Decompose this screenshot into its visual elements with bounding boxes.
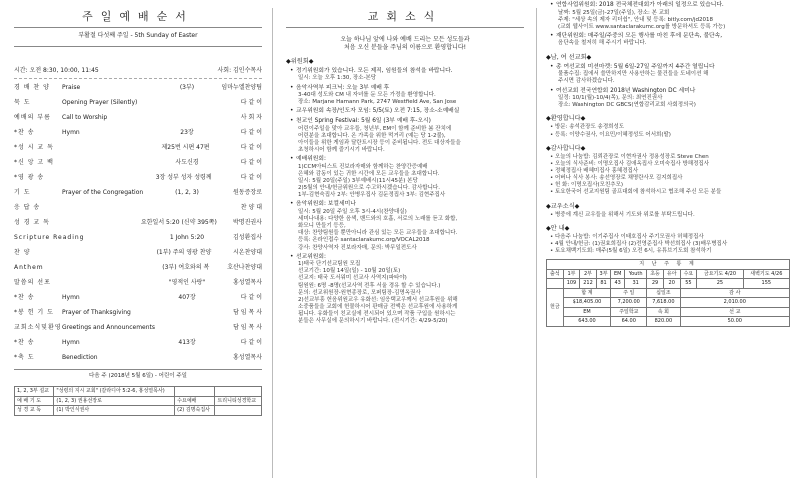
worship-item [14,141,262,156]
worship-item [14,321,262,336]
news-item-line: • 다음주 나눔밥: 이기주집사 이태호집사 주기모권사 허혜정집사 [550,233,704,240]
worship-item-name: 말씀의 선포 [14,279,51,287]
news-item-title: 연합사업위원회: 2018 전국체전대회가 아래의 일정으로 있습니다. [556,2,724,8]
worship-item [14,96,262,111]
news-item-title: 예배위원회: [296,156,326,163]
worship-item [14,306,262,321]
news-item-line: 강사: 찬양사역자 진보라자매, 문의: 박무일전도사 [298,244,417,251]
news-item-title: 교우위원회 속장/인도자 모임: 5/5(토) 오전 7:15, 장소-소예배실 [296,108,460,115]
stats-header-cell: 2부 [580,269,597,279]
stats-header-cell: EM [611,269,625,279]
stats-value-cell: 20 [663,279,680,289]
stats-header-cell: 1부 [563,269,580,279]
worship-item [14,111,262,126]
news-item-line: • 토요채백기도회: 매주(5월 6일) 오전 6시, 유튜브기도회 참석하기 [550,248,712,255]
committee-news [286,58,524,326]
news-item-title: 음악위원회: 보컬세미나 [296,201,356,208]
church-news-title: 교회소식 [367,10,443,23]
stats-value-cell [547,279,564,289]
column-divider [536,8,537,478]
worship-item-detail: "영적인 사랑" [168,279,206,287]
offering-cell: 7,200.00 [611,298,647,308]
worship-item-leader: 호산나찬양대 [227,264,262,272]
worship-item-leader: 다 같 이 [240,99,262,107]
next-week-cell [175,387,215,397]
offering-cell: 7,618.00 [647,298,680,308]
news-item-title: 선교위원회: [296,253,326,260]
attendance-stats-table [546,259,790,327]
stats-value-cell: 212 [580,279,597,289]
worship-item-name: *찬 송 [14,129,35,137]
worship-item [14,201,262,216]
news-item-line: 대상: 찬양팀원들 뿐만아니라 관심 있는 모든 교우들을 초대합니다. [298,230,458,237]
worship-item-name: 성 경 교 독 [14,219,50,227]
worship-order-title: 주일예배순서 [82,10,194,23]
stats-header-cell: 초등 [647,269,664,279]
welcome-line-2: 처음 오신 분들을 주님의 이름으로 환영합니다! [343,44,467,52]
worship-item-english: Hymn [62,294,80,302]
worship-item [14,231,262,246]
stats-value-cell: 31 [625,279,647,289]
worship-item-leader: 다 같 이 [240,339,262,347]
bullet-icon: • [290,108,294,115]
stats-title-row [547,260,790,270]
news-item-line: 분들은 사무실에 문의하시기 바랍니다. (전시기간: 4/29-5/20) [298,318,448,325]
welcome-message [286,36,524,52]
stats-value-cell: 43 [611,279,625,289]
section-heading: ◆위원회◆ [286,57,314,65]
news-item-line: • 헌 화: 이명오집사(모친추모) [550,182,624,189]
worship-item [14,126,262,141]
news-item-line: 일정: 10/1(월)-10/4(목), 문의: 최연진권사 [558,95,663,102]
news-item [290,156,524,164]
worship-item [14,351,262,366]
worship-item-english: Benediction [62,354,98,362]
next-week-cell [215,387,262,397]
bullet-icon: • [290,253,294,260]
worship-item-name: 경 배 찬 양 [14,84,50,92]
offering-value-row [547,317,790,327]
news-item-line: 1)태국 단기선교팀원 모집 [298,261,361,268]
offering-cell: $18,405.00 [563,298,611,308]
worship-item-leader: 다 같 이 [240,174,262,182]
stats-header-cell: 3부 [596,269,611,279]
worship-item-detail: 제25번 시편 47편 [161,144,210,152]
worship-item-name: Anthem [14,264,44,272]
news-item-line: 팀원원: 6명 -8명(선교사역 전후 서울 경유 할 수 있습니다.) [298,282,441,289]
worship-item [14,336,262,351]
worship-item-leader: 다 같 이 [240,159,262,167]
next-week-table [14,386,262,416]
offering-value-row [547,298,790,308]
worship-item-name: 예배의 부름 [14,114,51,122]
offering-cell: 50.00 [680,317,789,327]
worship-subtitle: 부활절 다섯째 주일 - 5th Sunday of Easter [78,32,198,40]
worship-item [14,276,262,291]
news-item-line: 물품수집: 집에서 쓸만하지만 사용안하는 물건들을 도네이션 해 [558,71,709,78]
worship-item-leader: 다 같 이 [240,294,262,302]
announcements-list [546,2,790,255]
news-item-title: 재단위원회: 매주일/주중의 모든 행사를 마친 후에 문단속, 불단속, [556,32,723,39]
stats-value-cell: 155 [743,279,789,289]
worship-item-detail: 407장 [178,294,196,302]
news-item-line: 날짜: 5월 25일(금)-27일(주일), 장소: 본 교회 [558,9,670,16]
news-item-line: 장소: Washington DC GBCS(연합감리교회 사회정의국) [558,102,696,109]
bullet-icon: • [290,156,294,163]
worship-item [14,156,262,171]
worship-item-name: 묵 도 [14,99,31,107]
worship-item-leader: 사 회 자 [240,114,262,122]
news-item-line: 선교기간: 10월 14일(일) - 10월 20일(토) [298,268,401,275]
news-item-line: 어린분을 초대합니다. 온 가족을 위한 먹거리 (예는 당 1-2불), [298,132,446,139]
next-week-row [15,396,262,406]
section-heading: ◆남, 여 선교회◆ [546,53,592,61]
news-item-line: 소중품들을 교회에 헌물하시어 판매금 전액은 선교후원에 사용하게 [298,304,458,311]
worship-item [14,291,262,306]
worship-item [14,216,262,231]
worship-item-english: Hymn [62,129,80,137]
stats-header-cell: 수요 [680,269,697,279]
stats-header-cell: 새벽기도 4/26 [743,269,789,279]
worship-item-detail: 1 John 5:20 [169,234,205,242]
news-item-line: • 토요한국어 선교지원팀 골프대회에 참석하시고 협조해 주신 모든 분들 [550,189,722,196]
worship-item-leader: 찬 양 대 [240,204,262,212]
next-week-cell: "성령의 지시 교회" (갈라디아 5:2-6, 홍성열목사) [54,387,175,397]
section-heading: ◆안 내◆ [546,224,570,232]
worship-item [14,81,262,96]
news-item-line: • 오늘의 식사준비: 이명오집사 김애옥집사 오미숙집사 방해정집사 [550,160,710,167]
service-times: 시간: 오전 8:30, 10:00, 11:45 [14,67,99,75]
news-item-title: 음악사역부 피크닉: 오늘 3부 예배 후 [296,84,390,91]
welcome-line-1: 오늘 하나님 앞에 나와 예배 드리는 모든 성도들과 [340,36,470,44]
worship-item-leader: 홍성열목사 [233,354,262,362]
worship-item-detail: 3장 성부 성자 성령께 [155,174,212,182]
news-item-title: 천교인 Spring Festival: 5월 6일 (3부 예배 후-오시) [296,117,431,124]
stats-header-cell: Youth [625,269,647,279]
stats-header-row [547,269,790,279]
worship-item-leader: 시온찬양대 [233,249,262,257]
offering-cell: 속 회 [647,307,680,317]
bullet-icon: • [550,2,554,8]
offering-cell: 감 사 [680,288,789,298]
next-week-row [15,406,262,416]
church-news-column [286,0,524,486]
section-heading: ◆교우소식◆ [546,202,580,210]
worship-item-english: Prayer of the Congregation [62,189,144,197]
worship-item-leader: 다 같 이 [240,129,262,137]
news-item-line: 음단속을 철저히 해 주시기 바랍니다. [558,40,647,47]
news-item-line: 장소: Marjane Hamann Park, 2747 Westfield Ave, San Jose [298,99,457,106]
worship-item-detail: (1부) 주의 영광 찬양 [156,249,212,257]
news-item-line: 일시: 5월 20일 주일 오후 3시-4시(찬양대실) [298,208,407,215]
worship-item [14,246,262,261]
worship-item-name: 기 도 [14,189,31,197]
news-item-line: (교회 웹사이트 www.santaclarakumc.org를 방문하셔도 등록 가능) [558,23,726,30]
news-item-line: • 정혜정집사 배혜미집사 홍혜경집사 [550,168,639,174]
worship-item-english: Greetings and Announcements [62,324,156,332]
next-week-cell: (2) 김명숙집사 [175,406,215,416]
stats-title: 지 난 주 통 계 [547,260,790,270]
offering-cell: 주일학교 [611,307,647,317]
offering-header-row [547,307,790,317]
news-item-line: 됩니다. 유화들이 친교실에 전시되어 있으며 작품 구입을 원하시는 [298,311,456,318]
next-week-cell: 예 배 기 도 [15,396,54,406]
section-heading: ◆감사합니다◆ [546,144,586,152]
next-week-title: 다음 주 (2018년 5월 6일) - 어린이 주일 [89,372,187,379]
bullet-icon: • [550,63,554,70]
stats-value-cell: 29 [647,279,664,289]
offering-cell: 820.00 [647,317,680,327]
offering-header-row [547,288,790,298]
worship-item-detail: (1, 2, 3) [175,189,199,197]
worship-item-name: *신 앙 고 백 [14,159,54,167]
worship-item-english: Hymn [62,339,80,347]
worship-item-detail: 요한일서 5:20 (신약 395쪽) [140,219,217,227]
worship-item [14,171,262,186]
section-heading: ◆환영합니다◆ [546,115,586,123]
news-item-line: 2)5월의 안내/헌금위원으로 수고하시겠습니다. 감사합니다. [298,185,440,192]
worship-item-english: Call to Worship [62,114,108,122]
news-item-line: 3-40대 성도와 CM 내 자녀를 둔 모든 가정을 환영합니다. [298,92,436,99]
offering-cell: 64.00 [611,317,647,327]
news-item-line: 어린이주일을 맞아 교우들, 청년부, EM이 함께 준비한 봄 잔치에 [298,125,452,132]
worship-item-name: *찬 송 [14,294,35,302]
bullet-icon: • [550,32,554,39]
worship-item-name: 찬 양 [14,249,31,257]
bullet-icon: • [290,67,294,74]
news-item-line: 초청하시어 함께 즐기시기 바랍니다. [298,146,385,153]
news-item-line: • 병중에 계신 교우들을 위해서 기도와 위로를 부탁드립니다. [550,211,695,218]
service-leader: 사회: 김인수목사 [217,67,262,75]
news-item [550,88,790,96]
worship-item-detail: 413장 [178,339,196,347]
news-item-title: 정기위원회가 있습니다. 모든 제직, 임원들의 참석을 바랍니다. [296,67,453,74]
news-item-line: 아이들을 위한 게임과 달란트시장 등이 준비됩니다. 전도 대상자들을 [298,139,461,146]
worship-item-name: *봉 헌 기 도 [14,309,54,317]
news-item-line: 세미나내용: 다양한 음색, 밴드와의 호흡, 서로의 노래를 듣고 화합, [298,215,458,222]
worship-item-leader: 담 임 목 사 [233,309,262,317]
offering-cell: 합 계 [563,288,611,298]
news-item-line: 은혜와 감동이 있는 귀한 시간에 모든 교우들을 초대합니다. [298,170,440,177]
stats-header-cell: 금요기도 4/20 [697,269,743,279]
bullet-icon: • [290,201,294,208]
news-item-line: 일시: 오늘 오후 1:30, 장소-본당 [298,75,377,82]
news-item-line: • 오늘의 나눔밥: 김뢰관장로 이현자권사 정용성장로 Steve Chen [550,153,709,160]
announcements-column [546,0,790,486]
worship-item-name: *찬 송 [14,339,35,347]
service-time-row [14,67,262,75]
stats-header-cell: 출석 [547,269,564,279]
news-item [290,201,524,209]
news-item-line: 등록: 온라인접수 santaclarakumc.org/VOCAL2018 [298,237,430,244]
offering-cell: 주 일 [611,288,647,298]
news-item-line: 주제: "세상 속의 제자 리더쉽", 안내 및 등록: bitly.com/jd2018 [558,16,714,23]
offering-cell: 2,010.00 [680,298,789,308]
next-week-cell: (1, 2, 3) 권용선장로 [54,396,175,406]
offering-cell: 선 교 [680,307,789,317]
next-week-cell [215,406,262,416]
bullet-icon: • [550,87,554,94]
bullet-icon: • [290,117,294,124]
worship-item-leader: 담 임 목 사 [233,324,262,332]
offering-cell: 십일조 [647,288,680,298]
worship-item-leader: 원동증장로 [233,189,262,197]
news-item-line: • 방문: 송석관장도 송경희성도 [550,124,625,131]
worship-item [14,261,262,276]
worship-item-name: *축 도 [14,354,35,362]
worship-item-name: *영 광 송 [14,174,45,182]
worship-item [14,186,262,201]
offering-cell: EM [563,307,611,317]
worship-item-leader: 다 같 이 [240,144,262,152]
worship-item-english: Praise [62,84,81,92]
next-week-row [15,387,262,397]
news-item-line: 선교지: 태국 도서워미 선교사 사역지(파타야) [298,275,407,282]
worship-item-detail: 사도신경 [175,159,199,167]
stats-header-cell: 유아 [663,269,680,279]
worship-item-name: *성 시 교 독 [14,144,54,152]
news-item-title: 총 여선교회 미션마켓: 5월 6일-27일 주일까지 4주간 열립니다 [556,63,715,70]
news-item-line: 주시면 감사하겠습니다. [558,78,615,85]
stats-value-row [547,279,790,289]
next-week-cell: 수요예배 [175,396,215,406]
news-item-line: • 어버나 식사 봉사: 송선영장로 채명란사모 김지희집사 [550,175,683,182]
worship-item-detail: 23장 [180,129,194,137]
next-week-cell: (1) 박인식권사 [54,406,175,416]
news-item-line: 2)선교부흥 헌음위원교우 유화선: 임응택교우께서 선교후원을 위해 [298,296,458,303]
worship-item-english: Prayer of Thanksgiving [62,309,131,317]
column-divider [272,8,273,478]
worship-order-column [14,0,262,486]
next-week-cell: 트리니티성경학교 [215,396,262,406]
worship-item-leader: 홍성열목사 [233,279,262,287]
news-item-line: 1)CCM아티스트 진보라자매와 함께하는 찬양간증예배 [298,163,428,170]
worship-item-name: Scripture Reading [14,234,85,242]
worship-item-leader: 박명진권사 [233,219,262,227]
news-item-line: 문의: 선교위원장-원현종장로, 모퍼팀장-김명옥권사 [298,289,421,296]
news-item-line: 1부-김현숙집사 2부: 안병우집사 김둔정집사 3부: 김현주집사 [298,192,446,199]
worship-order-list [14,81,262,366]
worship-item-name: 응 답 송 [14,204,41,212]
news-item [290,108,524,116]
next-week-cell: 성 경 교 독 [15,406,54,416]
news-item [550,2,790,10]
offering-label: 헌금 [547,288,564,326]
stats-value-cell: 25 [697,279,743,289]
next-week-cell: 1, 2, 3부 설교 [15,387,54,397]
stats-value-cell: 81 [596,279,611,289]
news-item-line: • 4월 안내/헌금: (1)권효희집사 (2)전영준집사 박선희집사 (3)배우병집사 [550,240,728,247]
news-item-line: • 등록: 이양수권사, 이요민/이혜정성도 어서희(딸) [550,131,671,138]
bullet-icon: • [290,84,294,91]
worship-item-detail: (3부) [179,84,195,92]
stats-value-cell: 55 [680,279,697,289]
news-item-line: 화모니 만들기 등등, [298,223,346,230]
worship-item-leader: 김성환집사 [233,234,262,242]
offering-cell: 643.00 [563,317,611,327]
worship-item-name: 교회소식및환영 [14,324,62,332]
stats-value-cell: 109 [563,279,580,289]
news-item-title: 여선교회 전국연합회 2018년 Washington DC 세미나 [556,87,696,94]
worship-item-detail: (3부) 여호와의 복 [162,264,210,272]
worship-item-leader: 임마누엘찬양팀 [221,84,262,92]
worship-item-english: Opening Prayer (Silently) [62,99,138,107]
news-item [290,118,524,126]
news-item-line: 일시: 5월 20일(주일) 3부예배시(11시45분) 본당 [298,177,418,184]
